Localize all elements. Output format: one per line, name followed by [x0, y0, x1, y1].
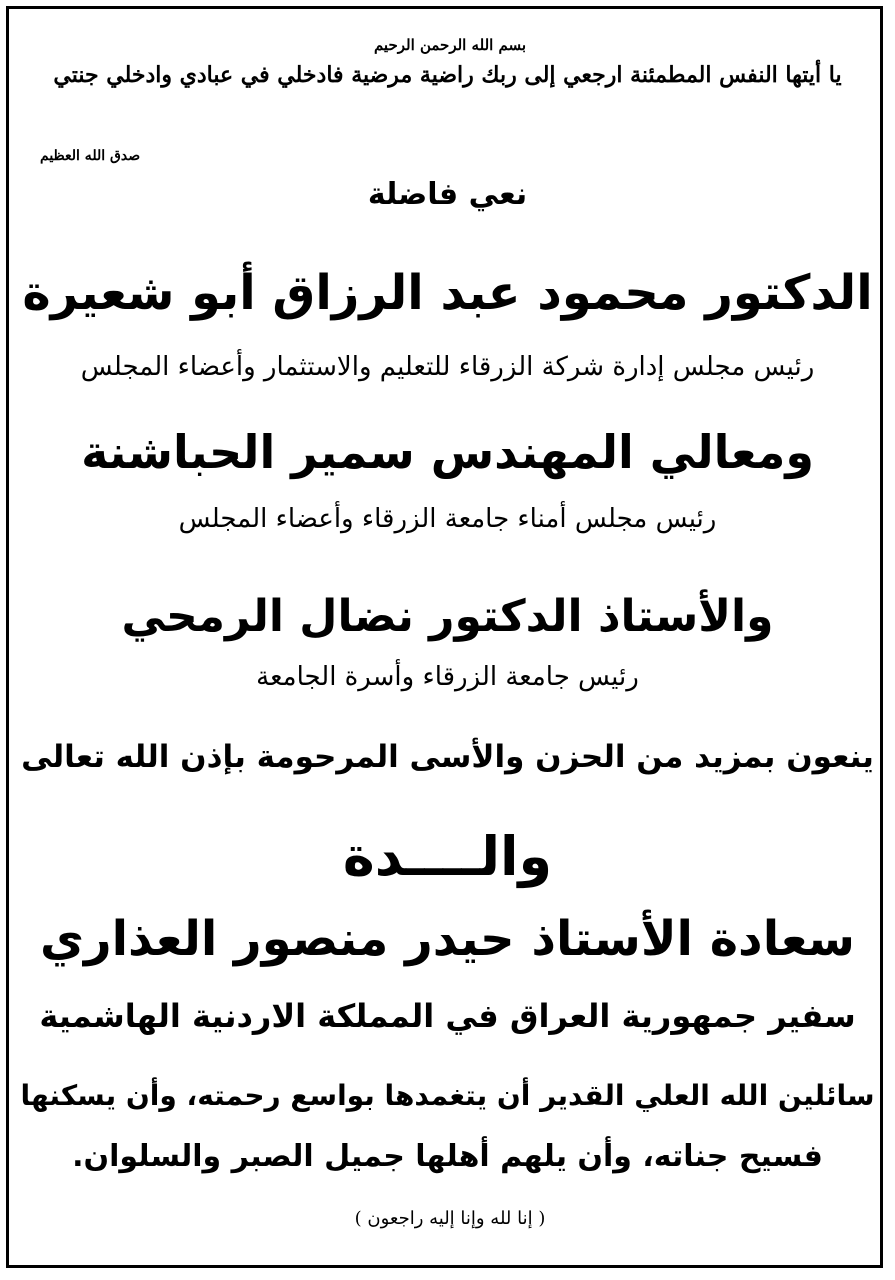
deceased-relative-name: سعادة الأستاذ حيدر منصور العذاري [39, 911, 856, 967]
mourner-1-name: الدكتور محمود عبد الرزاق أبو شعيرة [22, 265, 873, 321]
basmala: بسم الله الرحمن الرحيم [373, 36, 527, 54]
mourner-1-role: رئيس مجلس إدارة شركة الزرقاء للتعليم والاستثمار وأعضاء المجلس [80, 352, 815, 382]
mourner-2-role: رئيس مجلس أمناء جامعة الزرقاء وأعضاء المجلس [178, 504, 717, 534]
quran-verse: يا أيتها النفس المطمئنة ارجعي إلى ربك راضية مرضية فادخلي في عبادي وادخلي جنتي [53, 62, 842, 88]
prayer-line-2: فسيح جناته، وأن يلهم أهلها جميل الصبر والسلوان. [72, 1139, 823, 1174]
relation-text: والــــدة [342, 825, 553, 888]
prayer-line-1: سائلين الله العلي القدير أن يتغمدها بواسع رحمته، وأن يسكنها [20, 1079, 875, 1112]
mourner-3-role: رئيس جامعة الزرقاء وأسرة الجامعة [256, 662, 639, 692]
sadaqa-text: صدق الله العظيم [40, 148, 141, 164]
deceased-relative-role: سفير جمهورية العراق في المملكة الاردنية الهاشمية [39, 997, 856, 1035]
mourner-3-name: والأستاذ الدكتور نضال الرمحي [121, 591, 774, 642]
announcement-title: نعي فاضلة [367, 177, 528, 212]
mourner-2-name: ومعالي المهندس سمير الحباشنة [81, 425, 814, 479]
mourn-text: ينعون بمزيد من الحزن والأسى المرحومة بإذن الله تعالى [21, 739, 874, 775]
closing-verse: ( إنا لله وإنا إليه راجعون ) [354, 1208, 546, 1229]
